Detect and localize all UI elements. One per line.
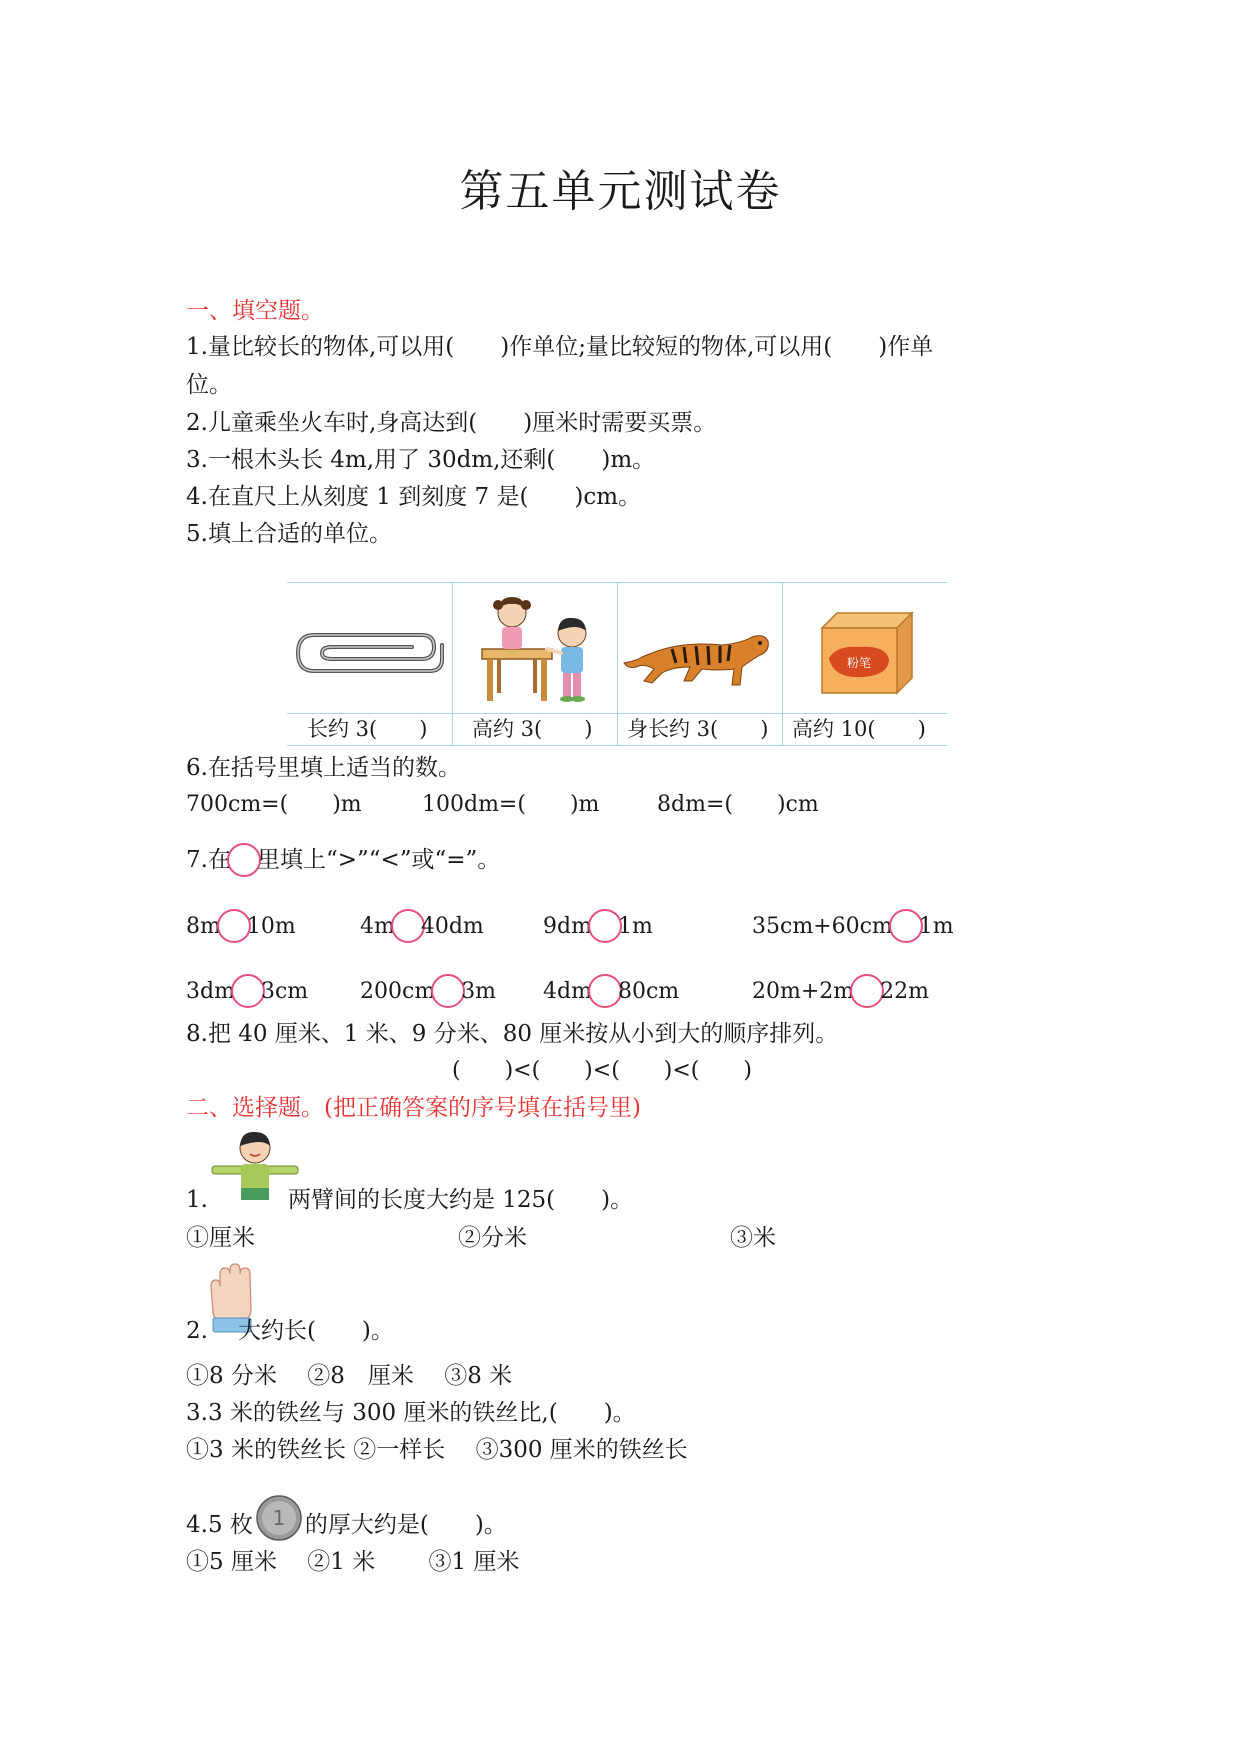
- table-caption: 高约 3( ): [472, 717, 593, 741]
- table-caption: 高约 10( ): [792, 717, 926, 741]
- s2-q2: [186, 1315, 394, 1347]
- coin-image: [255, 1494, 303, 1542]
- s2-q2-options: ①8 分米 ②8 厘米 ③8 米: [186, 1363, 513, 1389]
- compare-circle-blank[interactable]: [231, 974, 265, 1008]
- q4: 4.在直尺上从刻度 1 到刻度 7 是( )cm。: [186, 484, 642, 510]
- s2-q1-option: ③米: [730, 1225, 776, 1251]
- children-table-image: [477, 591, 602, 709]
- s2-q2-text: 大约长( )。: [237, 1318, 394, 1344]
- compare-circle-blank[interactable]: [217, 909, 251, 943]
- paperclip-image: [292, 623, 447, 678]
- q7-prefix: 7.在: [186, 847, 231, 873]
- s2-q1-option: ①厘米: [186, 1225, 255, 1251]
- s2-q4-suffix: 的厚大约是( )。: [304, 1512, 507, 1538]
- q5: 5.填上合适的单位。: [186, 521, 392, 547]
- page-title: 第五单元测试卷: [459, 166, 782, 217]
- compare-circle-icon: [227, 843, 261, 877]
- q6-item: 700cm=( )m: [186, 792, 362, 817]
- s2-q3-options: ①3 米的铁丝长 ②一样长 ③300 厘米的铁丝长: [186, 1437, 688, 1463]
- s2-q4-options: ①5 厘米 ②1 米 ③1 厘米: [186, 1549, 520, 1575]
- compare-item: 20m+2m 22m: [752, 974, 929, 1008]
- s2-q1-option: ②分米: [458, 1225, 527, 1251]
- compare-item: 35cm+60cm 1m: [752, 909, 954, 943]
- q6-item: 100dm=( )m: [422, 792, 600, 817]
- compare-circle-blank[interactable]: [391, 909, 425, 943]
- compare-circle-blank[interactable]: [889, 909, 923, 943]
- s2-q1: [186, 1184, 633, 1216]
- compare-circle-blank[interactable]: [588, 974, 622, 1008]
- svg-text:1: 1: [272, 1506, 286, 1530]
- table-caption: 长约 3( ): [307, 717, 428, 741]
- s2-q3: 3.3 米的铁丝与 300 厘米的铁丝比,( )。: [186, 1400, 636, 1426]
- compare-item: 4m 40dm: [360, 909, 484, 943]
- s2-q1-number: 1.: [186, 1187, 208, 1213]
- q1-line2: 位。: [186, 372, 232, 398]
- table-divider: [617, 583, 618, 745]
- q5-picture-table: [287, 582, 947, 746]
- q3: 3.一根木头长 4m,用了 30dm,还剩( )m。: [186, 447, 656, 473]
- chalk-label: 粉笔: [846, 656, 872, 670]
- s2-q2-number: 2.: [186, 1318, 208, 1344]
- q7-suffix: 里填上“>”“<”或“=”。: [256, 847, 501, 873]
- compare-item: 9dm 1m: [543, 909, 653, 943]
- tiger-image: [622, 623, 777, 703]
- compare-item: 8m 10m: [186, 909, 296, 943]
- q2: 2.儿童乘坐火车时,身高达到( )厘米时需要买票。: [186, 410, 717, 436]
- q8-blanks: ( )<( )<( )<( ): [452, 1058, 752, 1083]
- section2-heading: 二、选择题。(把正确答案的序号填在括号里): [186, 1095, 641, 1121]
- q6-item: 8dm=( )cm: [657, 792, 819, 817]
- table-divider: [452, 583, 453, 745]
- q1-line1: 1.量比较长的物体,可以用( )作单位;量比较短的物体,可以用( )作单: [186, 334, 934, 360]
- s2-q4: [186, 1494, 507, 1542]
- s2-q4-prefix: 4.5 枚: [186, 1512, 253, 1538]
- s2-q1-text: 两臂间的长度大约是 125( )。: [287, 1187, 634, 1213]
- compare-item: 4dm 80cm: [543, 974, 679, 1008]
- compare-item: 200cm 3m: [360, 974, 496, 1008]
- q7-instruction: [186, 843, 500, 877]
- q8: 8.把 40 厘米、1 米、9 分米、80 厘米按从小到大的顺序排列。: [186, 1021, 839, 1047]
- section1-heading: 一、填空题。: [186, 298, 324, 324]
- compare-circle-blank[interactable]: [588, 909, 622, 943]
- compare-item: 3dm 3cm: [186, 974, 308, 1008]
- table-divider: [782, 583, 783, 745]
- chalk-box-image: [807, 603, 927, 703]
- q6: 6.在括号里填上适当的数。: [186, 755, 461, 781]
- table-caption: 身长约 3( ): [627, 717, 769, 741]
